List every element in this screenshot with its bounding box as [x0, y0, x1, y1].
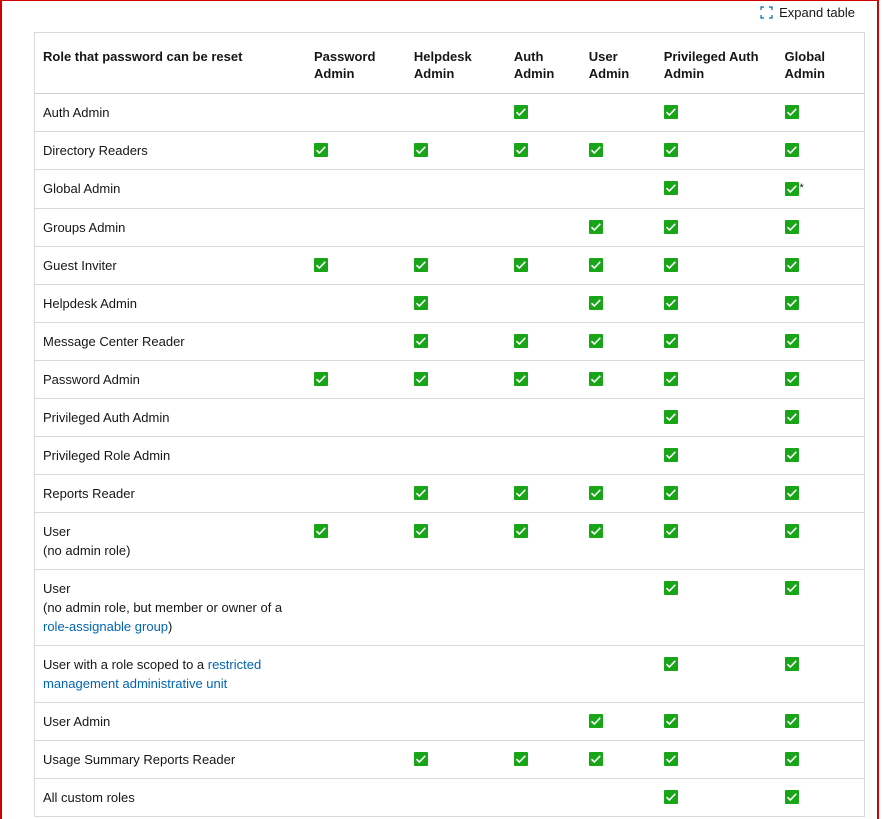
checkmark-icon [785, 657, 799, 671]
permission-cell-auth-admin [506, 513, 581, 570]
checkmark-icon [664, 752, 678, 766]
role-reference-link[interactable]: restricted management administrative unit [43, 657, 262, 691]
checkmark-icon [314, 372, 328, 386]
checkmark-icon [785, 524, 799, 538]
permission-cell-user-admin [581, 209, 656, 247]
permission-cell-global-admin [777, 570, 865, 646]
role-name-text: User Admin [43, 714, 111, 729]
permission-cell-user-admin [581, 779, 656, 817]
column-header-password-admin: Password Admin [306, 33, 406, 94]
permission-cell-helpdesk-admin [406, 779, 506, 817]
permission-cell-auth-admin [506, 94, 581, 132]
checkmark-icon [314, 524, 328, 538]
checkmark-icon [664, 334, 678, 348]
role-name-text: Guest Inviter [43, 258, 117, 273]
footnote-marker: * [799, 182, 804, 194]
checkmark-icon [785, 220, 799, 234]
permission-cell-global-admin [777, 361, 865, 399]
checkmark-icon [589, 258, 603, 272]
checkmark-icon [589, 752, 603, 766]
role-name-text: Auth Admin [43, 105, 110, 120]
checkmark-icon [664, 524, 678, 538]
permission-cell-helpdesk-admin [406, 513, 506, 570]
permission-cell-privileged-auth-admin [656, 779, 777, 817]
permission-cell-global-admin [777, 94, 865, 132]
permission-cell-privileged-auth-admin [656, 399, 777, 437]
role-name-cell [35, 437, 306, 475]
checkmark-icon [785, 581, 799, 595]
column-header-helpdesk-admin: Helpdesk Admin [406, 33, 506, 94]
permission-cell-user-admin [581, 437, 656, 475]
permission-cell-global-admin [777, 323, 865, 361]
checkmark-icon [785, 752, 799, 766]
checkmark-icon [414, 752, 428, 766]
role-name-text: Groups Admin [43, 220, 126, 235]
table-row [35, 779, 865, 817]
checkmark-icon [589, 372, 603, 386]
table-row [35, 570, 865, 646]
role-name-text: All custom roles [43, 790, 135, 805]
role-name-cell [35, 94, 306, 132]
checkmark-icon [589, 296, 603, 310]
column-header-role: Role that password can be reset [35, 33, 306, 94]
column-header-auth-admin: Auth Admin [506, 33, 581, 94]
permission-cell-global-admin [777, 741, 865, 779]
permission-cell-password-admin [306, 475, 406, 513]
checkmark-icon [589, 714, 603, 728]
role-name-cell [35, 779, 306, 817]
permission-cell-auth-admin [506, 475, 581, 513]
role-name-text: Directory Readers [43, 143, 148, 158]
table-row [35, 437, 865, 475]
permission-cell-helpdesk-admin [406, 209, 506, 247]
checkmark-icon [414, 143, 428, 157]
permission-cell-helpdesk-admin [406, 170, 506, 209]
permission-cell-auth-admin [506, 323, 581, 361]
permission-cell-password-admin [306, 323, 406, 361]
table-row [35, 513, 865, 570]
checkmark-icon [664, 258, 678, 272]
role-name-cell [35, 741, 306, 779]
table-row [35, 475, 865, 513]
checkmark-icon [589, 143, 603, 157]
role-name-text: Helpdesk Admin [43, 296, 137, 311]
checkmark-icon [785, 296, 799, 310]
permission-cell-password-admin [306, 741, 406, 779]
permission-cell-privileged-auth-admin [656, 170, 777, 209]
checkmark-icon [589, 524, 603, 538]
checkmark-icon [514, 105, 528, 119]
permission-cell-helpdesk-admin [406, 399, 506, 437]
permission-cell-password-admin [306, 285, 406, 323]
password-reset-permissions-table [34, 32, 865, 817]
checkmark-icon [785, 410, 799, 424]
checkmark-icon [785, 105, 799, 119]
table-row [35, 132, 865, 170]
permission-cell-helpdesk-admin [406, 132, 506, 170]
permission-cell-helpdesk-admin [406, 570, 506, 646]
permission-cell-password-admin [306, 779, 406, 817]
checkmark-icon [785, 182, 799, 196]
column-header-global-admin: Global Admin [777, 33, 865, 94]
role-name-cell [35, 513, 306, 570]
permission-cell-privileged-auth-admin [656, 247, 777, 285]
checkmark-icon [414, 372, 428, 386]
role-name-cell [35, 285, 306, 323]
expand-table-button[interactable] [760, 5, 855, 20]
permission-cell-password-admin [306, 703, 406, 741]
permission-cell-global-admin [777, 513, 865, 570]
role-name-cell [35, 361, 306, 399]
checkmark-icon [664, 143, 678, 157]
checkmark-icon [785, 372, 799, 386]
role-reference-link[interactable]: role-assignable group [43, 619, 169, 634]
column-header-user-admin: User Admin [581, 33, 656, 94]
permission-cell-user-admin [581, 570, 656, 646]
permission-cell-auth-admin [506, 570, 581, 646]
permission-cell-auth-admin [506, 209, 581, 247]
permission-cell-helpdesk-admin [406, 247, 506, 285]
table-row [35, 741, 865, 779]
checkmark-icon [589, 220, 603, 234]
permission-cell-user-admin [581, 94, 656, 132]
checkmark-icon [785, 714, 799, 728]
role-name-cell [35, 132, 306, 170]
permission-cell-password-admin [306, 570, 406, 646]
permission-cell-auth-admin [506, 285, 581, 323]
role-name-cell [35, 170, 306, 209]
role-name-cell [35, 323, 306, 361]
checkmark-icon [664, 296, 678, 310]
permission-cell-auth-admin [506, 437, 581, 475]
permission-cell-user-admin [581, 285, 656, 323]
permission-cell-auth-admin [506, 361, 581, 399]
permission-cell-privileged-auth-admin [656, 94, 777, 132]
checkmark-icon [414, 258, 428, 272]
role-name-text: User [43, 581, 71, 596]
permission-cell-password-admin [306, 361, 406, 399]
permission-cell-global-admin [777, 646, 865, 703]
permission-cell-password-admin [306, 247, 406, 285]
checkmark-icon [785, 143, 799, 157]
checkmark-icon [514, 752, 528, 766]
permission-cell-global-admin [777, 209, 865, 247]
role-name-text: Privileged Auth Admin [43, 410, 170, 425]
permission-cell-helpdesk-admin [406, 94, 506, 132]
checkmark-icon [589, 486, 603, 500]
permission-cell-privileged-auth-admin [656, 361, 777, 399]
permission-cell-password-admin [306, 513, 406, 570]
checkmark-icon [664, 372, 678, 386]
permission-cell-password-admin [306, 646, 406, 703]
permission-cell-privileged-auth-admin [656, 132, 777, 170]
permission-cell-auth-admin [506, 170, 581, 209]
permission-cell-helpdesk-admin [406, 646, 506, 703]
permission-cell-global-admin [777, 132, 865, 170]
permission-cell-password-admin [306, 132, 406, 170]
checkmark-icon [785, 334, 799, 348]
checkmark-icon [785, 486, 799, 500]
permission-cell-global-admin [777, 779, 865, 817]
permission-cell-global-admin [777, 703, 865, 741]
role-name-cell [35, 646, 306, 703]
permission-cell-auth-admin [506, 703, 581, 741]
permission-cell-global-admin [777, 475, 865, 513]
permission-cell-helpdesk-admin [406, 741, 506, 779]
permission-cell-privileged-auth-admin [656, 513, 777, 570]
table-row [35, 399, 865, 437]
checkmark-icon [414, 334, 428, 348]
permission-cell-privileged-auth-admin [656, 209, 777, 247]
checkmark-icon [314, 258, 328, 272]
permission-cell-password-admin [306, 399, 406, 437]
checkmark-icon [785, 258, 799, 272]
role-name-text: Usage Summary Reports Reader [43, 752, 236, 767]
checkmark-icon [664, 105, 678, 119]
permission-cell-user-admin [581, 475, 656, 513]
role-name-text: Global Admin [43, 181, 121, 196]
permission-cell-auth-admin [506, 779, 581, 817]
permission-cell-user-admin [581, 646, 656, 703]
role-name-text: Password Admin [43, 372, 140, 387]
checkmark-icon [514, 143, 528, 157]
permission-cell-privileged-auth-admin [656, 285, 777, 323]
table-row [35, 285, 865, 323]
table-row [35, 170, 865, 209]
table-row [35, 209, 865, 247]
role-name-cell [35, 399, 306, 437]
permission-cell-helpdesk-admin [406, 323, 506, 361]
expand-icon [760, 6, 773, 19]
permission-cell-password-admin [306, 170, 406, 209]
permission-cell-user-admin [581, 323, 656, 361]
permission-cell-password-admin [306, 209, 406, 247]
table-row [35, 323, 865, 361]
permission-cell-user-admin [581, 361, 656, 399]
checkmark-icon [785, 448, 799, 462]
table-row [35, 646, 865, 703]
role-name-text: (no admin role) [43, 543, 131, 558]
role-name-cell [35, 209, 306, 247]
checkmark-icon [514, 258, 528, 272]
permission-cell-privileged-auth-admin [656, 646, 777, 703]
role-name-text: Privileged Role Admin [43, 448, 171, 463]
permission-cell-helpdesk-admin [406, 475, 506, 513]
permission-cell-user-admin [581, 703, 656, 741]
permission-cell-user-admin [581, 399, 656, 437]
permission-cell-privileged-auth-admin [656, 437, 777, 475]
permission-cell-global-admin [777, 399, 865, 437]
checkmark-icon [664, 448, 678, 462]
checkmark-icon [664, 714, 678, 728]
permission-cell-helpdesk-admin [406, 437, 506, 475]
role-name-text: ) [168, 619, 173, 634]
permission-cell-privileged-auth-admin [656, 741, 777, 779]
checkmark-icon [664, 410, 678, 424]
permission-cell-global-admin [777, 247, 865, 285]
permission-cell-privileged-auth-admin [656, 475, 777, 513]
permission-cell-global-admin [777, 437, 865, 475]
checkmark-icon [664, 220, 678, 234]
checkmark-icon [664, 486, 678, 500]
checkmark-icon [514, 372, 528, 386]
checkmark-icon [414, 296, 428, 310]
role-name-cell [35, 247, 306, 285]
permission-cell-user-admin [581, 513, 656, 570]
permission-cell-privileged-auth-admin [656, 323, 777, 361]
checkmark-icon [414, 486, 428, 500]
permission-cell-user-admin [581, 741, 656, 779]
role-name-text: Message Center Reader [43, 334, 185, 349]
permission-cell-user-admin [581, 132, 656, 170]
checkmark-icon [785, 790, 799, 804]
permission-cell-user-admin [581, 247, 656, 285]
permission-cell-user-admin [581, 170, 656, 209]
role-name-cell [35, 703, 306, 741]
checkmark-icon [514, 334, 528, 348]
permission-cell-password-admin [306, 437, 406, 475]
permission-cell-password-admin [306, 94, 406, 132]
expand-table-label: Expand table [779, 5, 855, 20]
table-row [35, 703, 865, 741]
permission-cell-auth-admin [506, 132, 581, 170]
permission-cell-helpdesk-admin [406, 361, 506, 399]
table-row [35, 361, 865, 399]
role-name-text: User with a role scoped to a [43, 657, 208, 672]
checkmark-icon [314, 143, 328, 157]
checkmark-icon [664, 581, 678, 595]
checkmark-icon [514, 486, 528, 500]
checkmark-icon [664, 790, 678, 804]
checkmark-icon [664, 657, 678, 671]
table-header-row [35, 33, 865, 94]
role-name-text: (no admin role, but member or owner of a [43, 600, 283, 615]
permission-cell-privileged-auth-admin [656, 570, 777, 646]
permission-cell-auth-admin [506, 646, 581, 703]
checkmark-icon [414, 524, 428, 538]
permission-cell-auth-admin [506, 399, 581, 437]
table-row [35, 247, 865, 285]
checkmark-icon [664, 181, 678, 195]
column-header-privileged-auth-admin: Privileged Auth Admin [656, 33, 777, 94]
permission-cell-auth-admin [506, 247, 581, 285]
role-name-cell [35, 570, 306, 646]
permission-cell-auth-admin [506, 741, 581, 779]
permission-cell-global-admin [777, 170, 865, 209]
role-name-text: User [43, 524, 71, 539]
checkmark-icon [514, 524, 528, 538]
permission-cell-global-admin [777, 285, 865, 323]
role-name-cell [35, 475, 306, 513]
permission-cell-privileged-auth-admin [656, 703, 777, 741]
table-row [35, 94, 865, 132]
checkmark-icon [589, 334, 603, 348]
permission-cell-helpdesk-admin [406, 703, 506, 741]
permission-cell-helpdesk-admin [406, 285, 506, 323]
role-name-text: Reports Reader [43, 486, 135, 501]
